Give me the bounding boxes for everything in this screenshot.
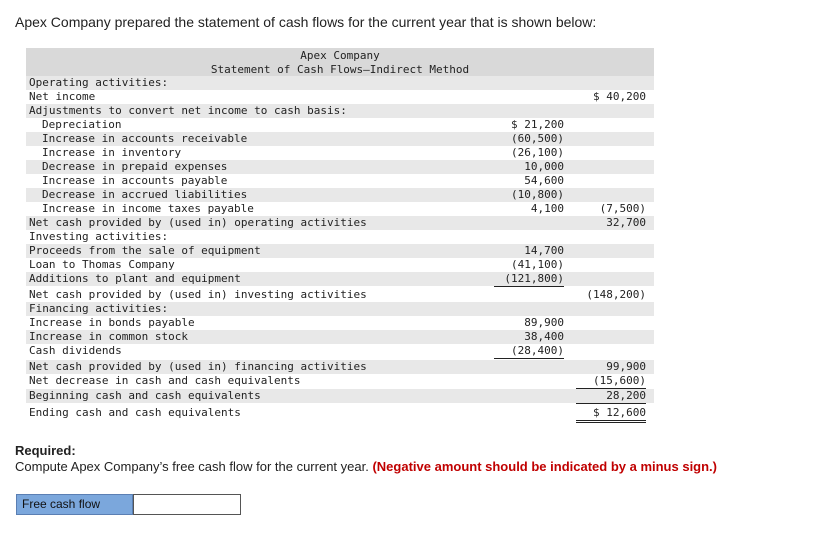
row-amount: (60,500) bbox=[511, 132, 564, 145]
row-amount: 89,900 bbox=[524, 316, 564, 329]
instructions-note: (Negative amount should be indicated by a minus sign.) bbox=[372, 459, 717, 474]
statement-row bbox=[26, 76, 654, 90]
row-amount: 38,400 bbox=[524, 330, 564, 343]
row-label: Beginning cash and cash equivalents bbox=[29, 389, 261, 402]
free-cash-flow-input[interactable] bbox=[133, 494, 241, 515]
row-label: Increase in income taxes payable bbox=[42, 202, 254, 215]
free-cash-flow-label: Free cash flow bbox=[16, 494, 133, 515]
row-amount: 4,100 bbox=[494, 202, 564, 217]
statement-row bbox=[26, 160, 654, 174]
row-label: Loan to Thomas Company bbox=[29, 258, 175, 271]
row-total: $ 40,200 bbox=[593, 90, 646, 103]
row-label: Increase in bonds payable bbox=[29, 316, 195, 329]
row-amount: (26,100) bbox=[511, 146, 564, 159]
row-label: Decrease in prepaid expenses bbox=[42, 160, 228, 173]
row-total: (15,600) bbox=[576, 374, 646, 389]
row-label: Net cash provided by (used in) investing activities bbox=[29, 288, 367, 301]
row-total: (148,200) bbox=[586, 288, 646, 301]
row-label: Cash dividends bbox=[29, 344, 122, 357]
statement-row bbox=[26, 244, 654, 258]
statement-row bbox=[26, 104, 654, 118]
row-amount: $ 21,200 bbox=[511, 118, 564, 131]
row-label: Additions to plant and equipment bbox=[29, 272, 241, 285]
statement-row bbox=[26, 118, 654, 132]
row-label: Depreciation bbox=[42, 118, 122, 131]
row-total: 28,200 bbox=[576, 389, 646, 404]
row-label: Operating activities: bbox=[29, 76, 169, 89]
statement-row bbox=[26, 230, 654, 244]
row-label: Net cash provided by (used in) operating activities bbox=[29, 216, 367, 229]
statement-row bbox=[26, 188, 654, 202]
row-label: Increase in accounts payable bbox=[42, 174, 228, 187]
row-label: Financing activities: bbox=[29, 302, 169, 315]
row-amount: 54,600 bbox=[524, 174, 564, 187]
statement-row bbox=[26, 174, 654, 188]
statement-row bbox=[26, 272, 654, 286]
company-name: Apex Company bbox=[300, 49, 380, 62]
statement-row bbox=[26, 389, 654, 403]
row-label: Decrease in accrued liabilities bbox=[42, 188, 248, 201]
statement-title: Statement of Cash Flows—Indirect Method bbox=[210, 63, 470, 76]
row-amount: 14,700 bbox=[524, 244, 564, 257]
row-total: (7,500) bbox=[576, 202, 646, 217]
row-label: Net cash provided by (used in) financing activities bbox=[29, 360, 367, 373]
statement-row bbox=[26, 132, 654, 146]
statement-row bbox=[26, 374, 654, 388]
statement-row bbox=[26, 302, 654, 316]
answer-row bbox=[16, 494, 241, 515]
statement-row bbox=[26, 316, 654, 330]
row-label: Net income bbox=[29, 90, 96, 103]
row-label: Proceeds from the sale of equipment bbox=[29, 244, 261, 257]
statement-row bbox=[26, 146, 654, 160]
statement-row bbox=[26, 344, 654, 358]
cash-flow-statement bbox=[26, 48, 654, 419]
intro-text: Apex Company prepared the statement of cash flows for the current year that is shown below: bbox=[15, 14, 597, 30]
required-heading: Required: bbox=[15, 443, 76, 458]
row-total: 32,700 bbox=[606, 216, 646, 229]
statement-row bbox=[26, 330, 654, 344]
statement-row bbox=[26, 258, 654, 272]
statement-row bbox=[26, 216, 654, 230]
instructions-text: Compute Apex Company’s free cash flow for the current year. bbox=[15, 459, 369, 474]
row-amount: (121,800) bbox=[494, 272, 564, 287]
row-total: $ 12,600 bbox=[576, 406, 646, 423]
statement-row bbox=[26, 288, 654, 302]
statement-row bbox=[26, 360, 654, 374]
row-amount: (28,400) bbox=[494, 344, 564, 359]
instructions bbox=[15, 459, 717, 474]
row-label: Ending cash and cash equivalents bbox=[29, 406, 241, 419]
row-total: 99,900 bbox=[606, 360, 646, 373]
row-label: Net decrease in cash and cash equivalents bbox=[29, 374, 301, 387]
row-label: Increase in accounts receivable bbox=[42, 132, 248, 145]
statement-row bbox=[26, 406, 654, 420]
row-label: Increase in common stock bbox=[29, 330, 188, 343]
row-label: Adjustments to convert net income to cash basis: bbox=[29, 104, 347, 117]
row-label: Increase in inventory bbox=[42, 146, 182, 159]
statement-row bbox=[26, 202, 654, 216]
row-amount: (10,800) bbox=[511, 188, 564, 201]
row-label: Investing activities: bbox=[29, 230, 169, 243]
statement-row bbox=[26, 90, 654, 104]
statement-header bbox=[26, 48, 654, 76]
row-amount: 10,000 bbox=[524, 160, 564, 173]
row-amount: (41,100) bbox=[511, 258, 564, 271]
